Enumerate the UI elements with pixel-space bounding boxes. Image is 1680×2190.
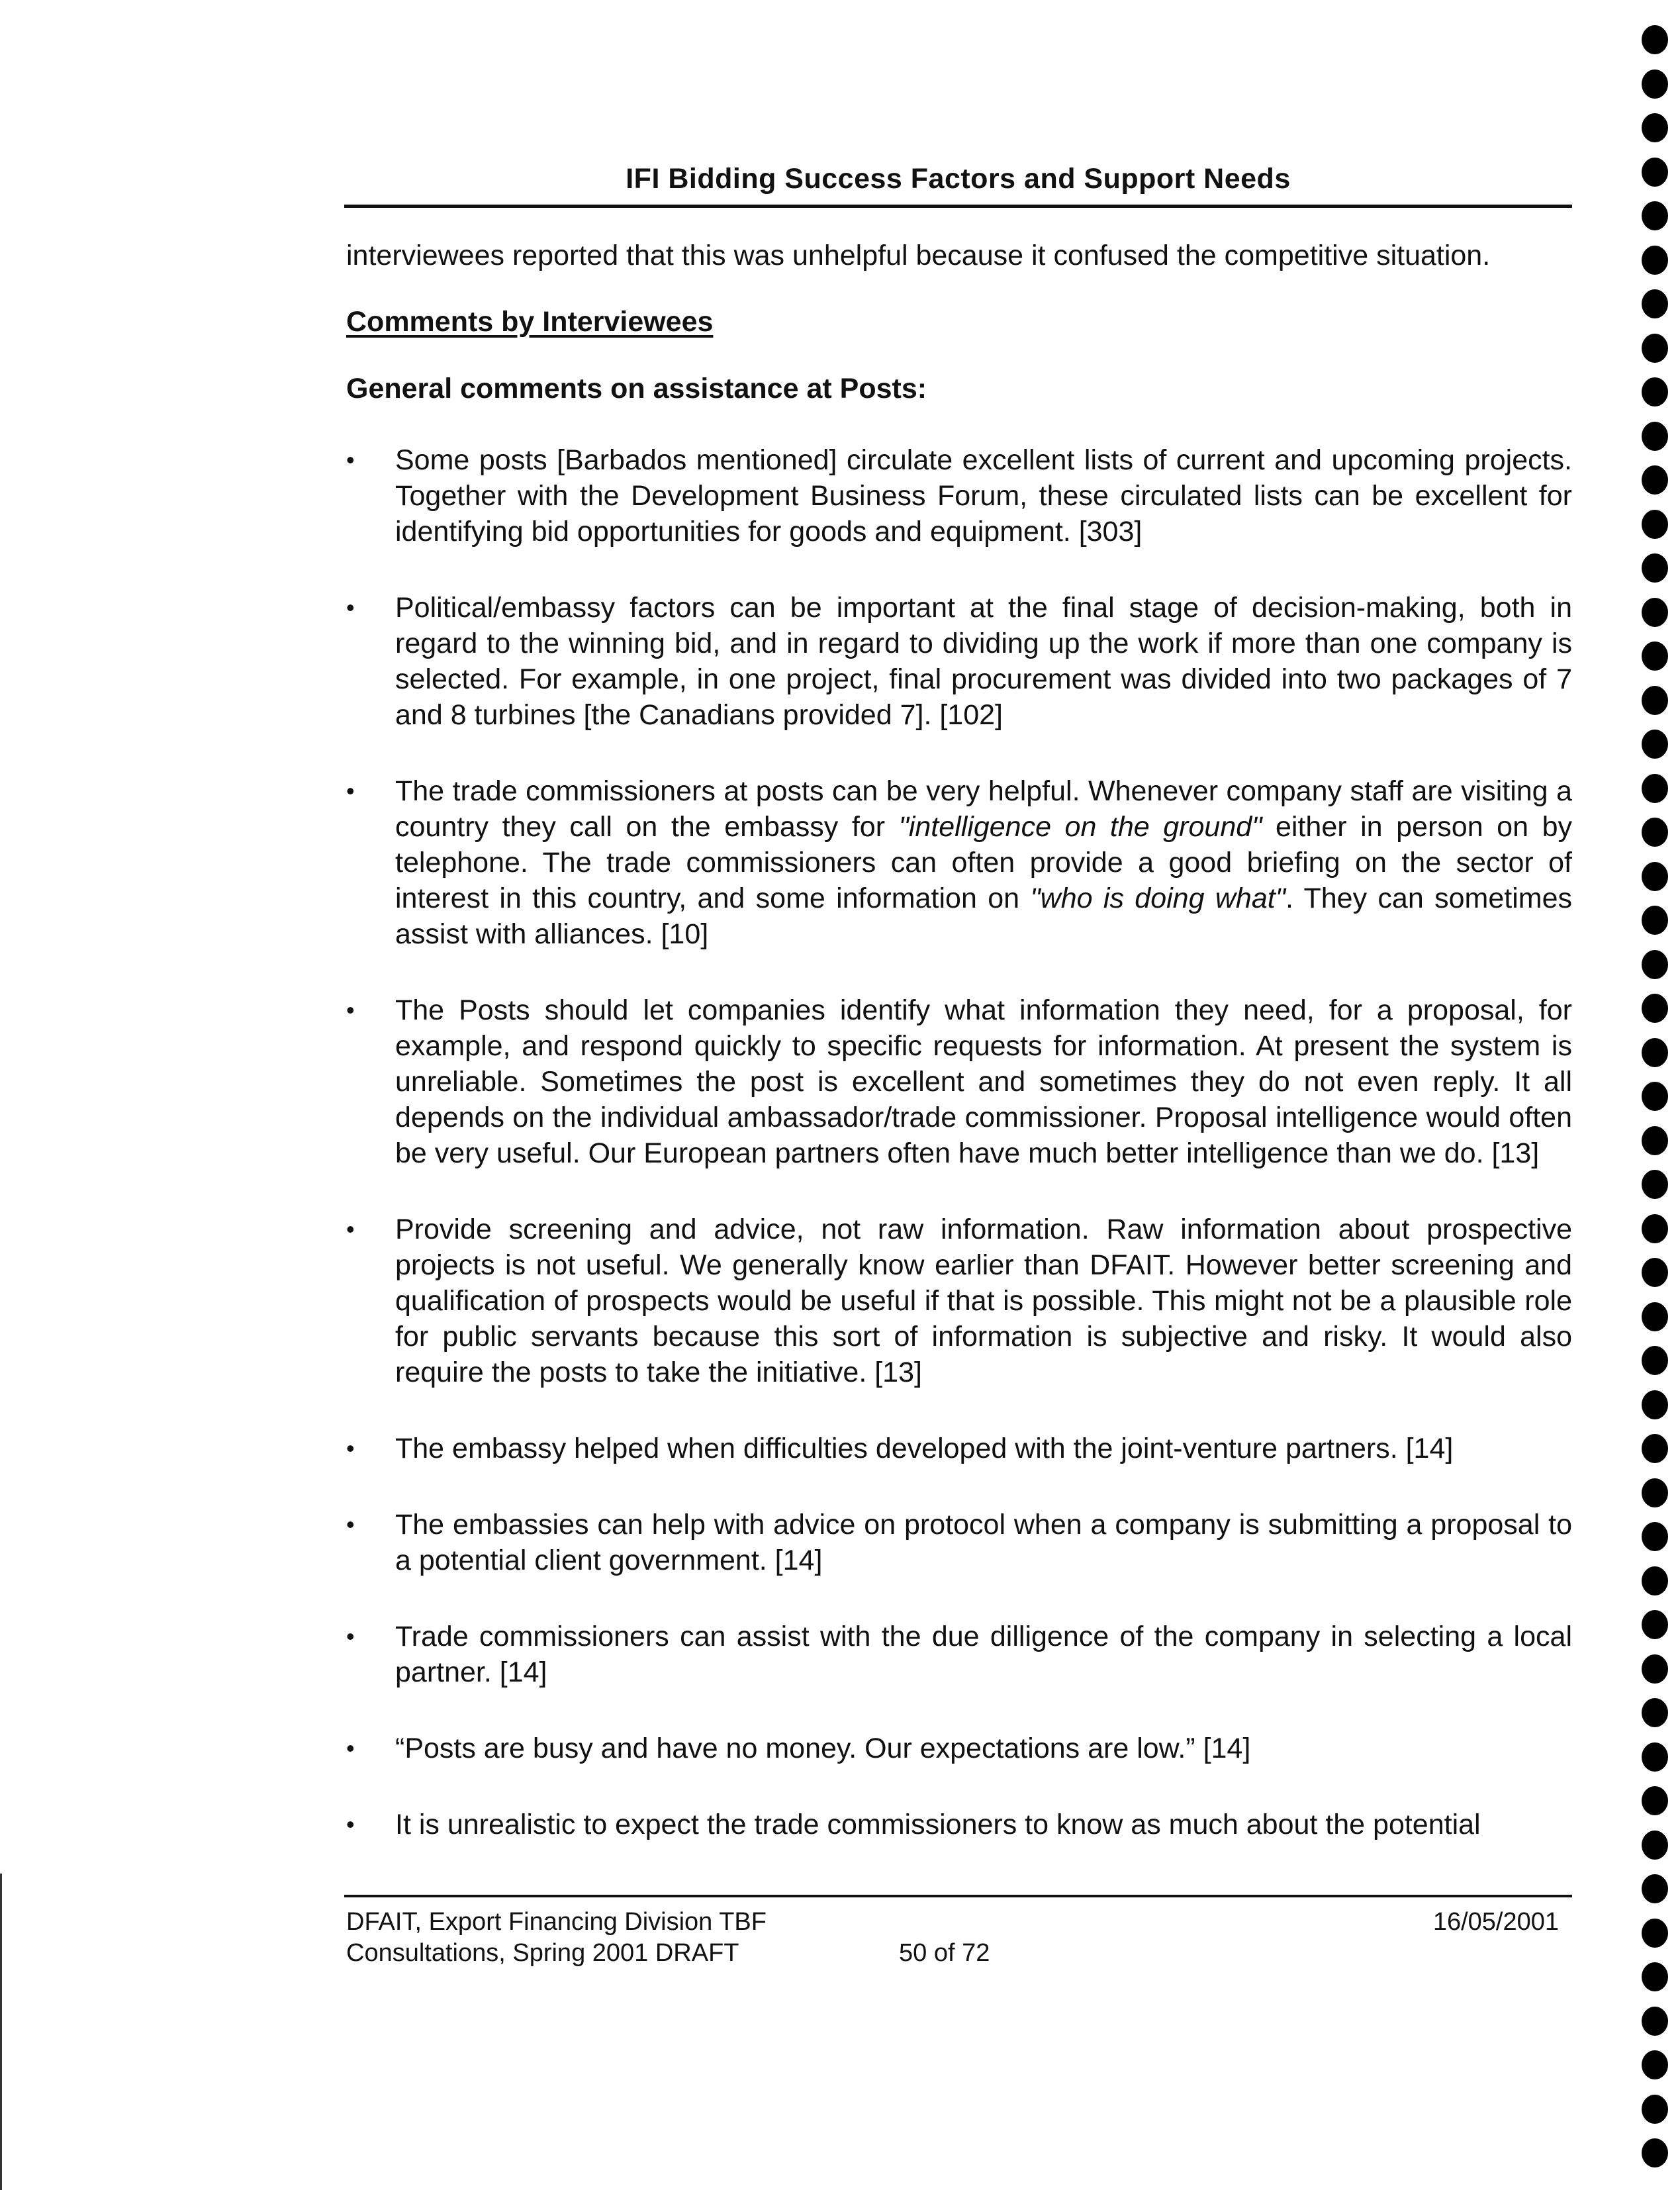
binding-hole xyxy=(1642,862,1668,891)
binding-hole xyxy=(1642,2050,1668,2079)
binding-hole xyxy=(1642,730,1668,759)
binding-hole xyxy=(1642,1698,1668,1727)
bullet-icon: • xyxy=(346,1511,355,1538)
bullet-text xyxy=(395,775,1572,950)
bullet-item xyxy=(346,1731,1572,1766)
bullet-icon: • xyxy=(346,1811,355,1838)
binding-hole xyxy=(1642,465,1668,495)
bullet-item xyxy=(346,992,1572,1171)
bullet-text: The embassy helped when difficulties developed with the joint-venture partners. [14] xyxy=(395,1433,1454,1464)
binding-hole xyxy=(1642,1082,1668,1111)
bullet-text: Political/embassy factors can be important at the final stage of decision-making, both in regard to the winning bid, and in regard to dividing up the work if more than one company is selected. For example, in one project, final procurement was divided into two packages of 7 and 8 turbines [the Canadians provided 7]. [102] xyxy=(395,592,1572,731)
bullet-text: Trade commissioners can assist with the due dilligence of the company in selecting a local partner. [14] xyxy=(395,1621,1572,1688)
footer-date: 16/05/2001 xyxy=(1432,1908,1559,1936)
section-title: Comments by Interviewees xyxy=(346,306,714,338)
binding-hole xyxy=(1642,642,1668,671)
binding-hole xyxy=(1642,70,1668,99)
scan-edge-line xyxy=(0,1874,2,2190)
binding-hole xyxy=(1642,1214,1668,1243)
binding-hole xyxy=(1642,1522,1668,1551)
binding-hole xyxy=(1642,246,1668,275)
binding-hole xyxy=(1642,994,1668,1023)
bullet-text-segment: The trade commissioners at posts can be very helpful. Whenever company staff are visiting a country they call on the embassy for xyxy=(395,775,1572,843)
bullet-icon: • xyxy=(346,446,355,473)
bullet-item xyxy=(346,442,1572,549)
bullet-item xyxy=(346,1431,1572,1466)
binding-hole xyxy=(1642,818,1668,847)
binding-hole xyxy=(1642,1346,1668,1375)
bullet-item xyxy=(346,773,1572,952)
binding-hole xyxy=(1642,1170,1668,1199)
binding-hole xyxy=(1642,906,1668,935)
bullet-icon: • xyxy=(346,996,355,1024)
binding-hole xyxy=(1642,1258,1668,1287)
binding-hole xyxy=(1642,1962,1668,1991)
spiral-binding-holes xyxy=(1627,7,1673,2185)
bullet-icon: • xyxy=(346,1623,355,1650)
intro-paragraph: interviewees reported that this was unhelpful because it confused the competitive situation. xyxy=(346,240,1491,271)
bullet-text-segment: either in person on by telephone. The trade commissioners can often provide a good briefing on the sector of interest in this country, and some information on xyxy=(395,811,1572,914)
binding-hole xyxy=(1642,774,1668,803)
binding-hole xyxy=(1642,334,1668,363)
bullet-icon: • xyxy=(346,1215,355,1243)
bullet-icon: • xyxy=(346,777,355,804)
footer-source xyxy=(346,1907,767,1969)
binding-hole xyxy=(1642,1126,1668,1155)
footer-line-1: DFAIT, Export Financing Division TBF xyxy=(346,1908,767,1936)
bullet-text: The Posts should let companies identify what information they need, for a proposal, for example, and respond quickly to specific requests for information. At present the system is unreliable. Sometimes the post is excellent and sometimes they do not even reply. It all depends on the individual ambassador/trade commissioner. Proposal intelligence would often be very useful. Our European partners often have much better intelligence than we do. [13] xyxy=(395,994,1572,1169)
binding-hole xyxy=(1642,1478,1668,1507)
footer-line-2: Consultations, Spring 2001 DRAFT xyxy=(346,1939,739,1967)
binding-hole xyxy=(1642,289,1668,318)
bullet-item xyxy=(346,590,1572,733)
binding-hole xyxy=(1642,510,1668,539)
binding-hole xyxy=(1642,1786,1668,1815)
page-number: 50 of 72 xyxy=(899,1939,990,1967)
binding-hole xyxy=(1642,2138,1668,2167)
bullet-icon: • xyxy=(346,1735,355,1762)
binding-hole xyxy=(1642,686,1668,715)
binding-hole xyxy=(1642,1919,1668,1948)
header-rule xyxy=(344,205,1572,208)
bullet-quote-italic: "who is doing what" xyxy=(1030,882,1285,914)
binding-hole xyxy=(1642,1831,1668,1860)
binding-hole xyxy=(1642,2007,1668,2036)
page-header-title: IFI Bidding Success Factors and Support Needs xyxy=(626,163,1291,195)
bullet-list xyxy=(346,442,1572,1842)
binding-hole xyxy=(1642,113,1668,142)
bullet-text-segment: . They can sometimes assist with alliances. [10] xyxy=(395,882,1572,950)
bullet-item xyxy=(346,1507,1572,1578)
binding-hole xyxy=(1642,1566,1668,1595)
bullet-quote-italic: "intelligence on the ground" xyxy=(898,811,1262,843)
binding-hole xyxy=(1642,1742,1668,1772)
bullet-text: Some posts [Barbados mentioned] circulate excellent lists of current and upcoming projects. Together with the Development Business Forum, these circulated lists can be excellent for identifying bid opportunities for goods and equipment. [303] xyxy=(395,444,1572,548)
binding-hole xyxy=(1642,598,1668,627)
binding-hole xyxy=(1642,1390,1668,1419)
binding-hole xyxy=(1642,377,1668,406)
binding-hole xyxy=(1642,158,1668,187)
binding-hole xyxy=(1642,25,1668,54)
bullet-item xyxy=(346,1619,1572,1690)
bullet-text: Provide screening and advice, not raw information. Raw information about prospective projects is not useful. We generally know earlier than DFAIT. However better screening and qualification of prospects would be useful if that is possible. This might not be a plausible role for public servants because this sort of information is subjective and risky. It would also require the posts to take the initiative. [13] xyxy=(395,1214,1572,1388)
bullet-icon: • xyxy=(346,594,355,621)
bullet-icon: • xyxy=(346,1435,355,1462)
binding-hole xyxy=(1642,1038,1668,1067)
binding-hole xyxy=(1642,950,1668,979)
bullet-text: “Posts are busy and have no money. Our expectations are low.” [14] xyxy=(395,1733,1251,1764)
binding-hole xyxy=(1642,201,1668,230)
footer-rule xyxy=(344,1895,1572,1897)
bullet-text: The embassies can help with advice on protocol when a company is submitting a proposal to a potential client government. [14] xyxy=(395,1509,1572,1576)
subheading: General comments on assistance at Posts: xyxy=(346,373,927,405)
binding-hole xyxy=(1642,1302,1668,1331)
bullet-item xyxy=(346,1807,1572,1842)
binding-hole xyxy=(1642,1434,1668,1463)
binding-hole xyxy=(1642,1610,1668,1639)
bullet-text: It is unrealistic to expect the trade commissioners to know as much about the potential xyxy=(395,1809,1481,1840)
binding-hole xyxy=(1642,1654,1668,1684)
bullet-item xyxy=(346,1212,1572,1390)
binding-hole xyxy=(1642,2095,1668,2124)
binding-hole xyxy=(1642,422,1668,451)
binding-hole xyxy=(1642,553,1668,583)
binding-hole xyxy=(1642,1874,1668,1903)
